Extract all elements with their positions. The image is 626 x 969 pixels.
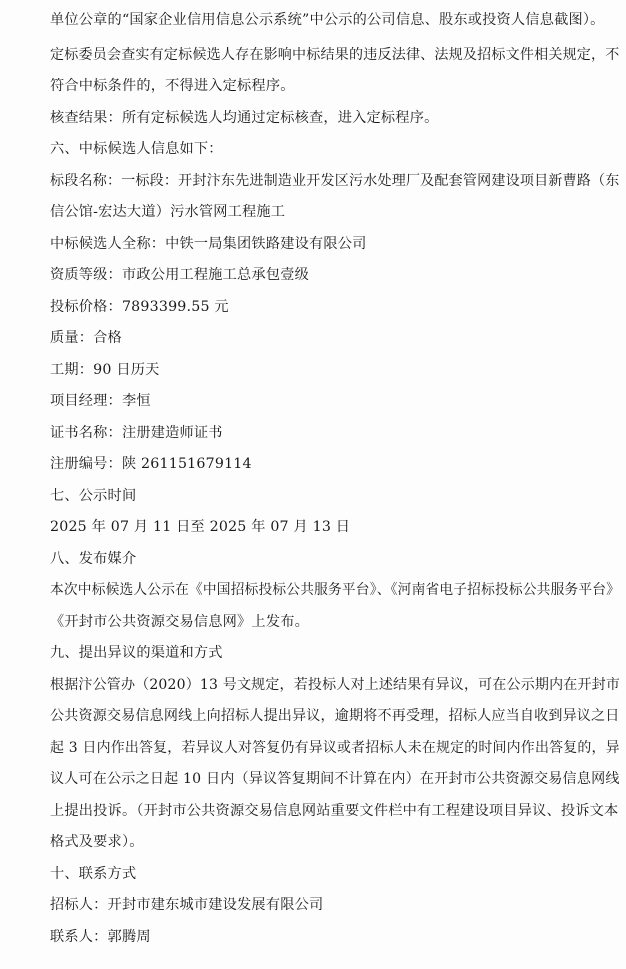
- text-line-25: 议人可在公示之日起 10 日内（异议答复期间不计算在内）在开封市公共资源交易信息网线: [50, 771, 620, 787]
- text-line-11: 质量：合格: [50, 330, 122, 346]
- text-line-9: 资质等级：市政公用工程施工总承包壹级: [50, 267, 309, 283]
- text-line-3: 符合中标条件的，不得进入定标程序。: [50, 78, 295, 94]
- text-line-7: 信公馆-宏达大道）污水管网工程施工: [50, 204, 286, 220]
- text-line-4: 核查结果：所有定标候选人均通过定标核查，进入定标程序。: [50, 110, 439, 126]
- text-line-14: 证书名称：注册建造师证书: [50, 425, 223, 441]
- text-line-13: 项目经理：李恒: [50, 393, 151, 409]
- text-line-20: 《开封市公共资源交易信息网》上发布。: [50, 614, 309, 630]
- text-line-6: 标段名称：一标段：开封汴东先进制造业开发区污水处理厂及配套管网建设项目新曹路（东: [50, 173, 620, 189]
- text-line-30: 联系人：郭腾周: [50, 929, 151, 945]
- text-line-19: 本次中标候选人公示在《中国招标投标公共服务平台》、《河南省电子招标投标公共服务平台》: [50, 582, 621, 598]
- text-line-27: 格式及要求）。: [50, 834, 144, 850]
- section-heading-8: 八、发布媒介: [50, 551, 137, 567]
- text-line-17: 2025 年 07 月 11 日至 2025 年 07 月 13 日: [50, 519, 351, 535]
- text-line-22: 根据汴公管办（2020）13 号文规定，若投标人对上述结果有异议，可在公示期内在开封市: [50, 677, 621, 693]
- text-line-24: 起 3 日内作出答复，若异议人对答复仍有异议或者招标人未在规定的时间内作出答复的，异: [50, 740, 620, 756]
- text-line-29: 招标人：开封市建东城市建设发展有限公司: [50, 897, 324, 913]
- text-line-15: 注册编号：陕 261151679114: [50, 456, 252, 472]
- section-heading-10: 十、联系方式: [50, 866, 137, 882]
- text-line-12: 工期：90 日历天: [50, 362, 160, 378]
- text-line-10: 投标价格：7893399.55 元: [50, 299, 229, 315]
- text-line-26: 上提出投诉。（开封市公共资源交易信息网站重要文件栏中有工程建设项目异议、投诉文本: [50, 803, 619, 819]
- text-line-8: 中标候选人全称：中铁一局集团铁路建设有限公司: [50, 236, 367, 252]
- section-heading-7: 七、公示时间: [50, 488, 137, 504]
- section-heading-6: 六、中标候选人信息如下：: [50, 141, 223, 157]
- text-line-23: 公共资源交易信息网线上向招标人提出异议，逾期将不再受理，招标人应当自收到异议之日: [50, 708, 620, 724]
- section-heading-9: 九、提出异议的渠道和方式: [50, 645, 223, 661]
- text-line-1: 单位公章的“国家企业信用信息公示系统”中公示的公司信息、股东或投资人信息截图）。: [50, 12, 605, 28]
- text-line-2: 定标委员会查实有定标候选人存在影响中标结果的违反法律、法规及招标文件相关规定，不: [50, 47, 620, 63]
